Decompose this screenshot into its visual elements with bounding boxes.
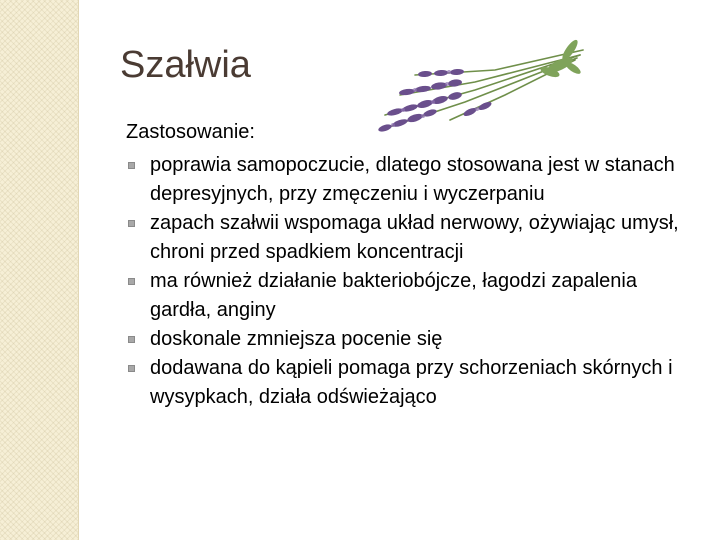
list-item-text: zapach szałwii wspomaga układ nerwowy, ożywiając umysł, chroni przed spadkiem koncentracji bbox=[150, 212, 679, 263]
list-item bbox=[126, 267, 696, 325]
list-item bbox=[126, 354, 696, 412]
square-bullet-icon bbox=[128, 365, 135, 372]
list-item-text: dodawana do kąpieli pomaga przy schorzeniach skórnych i wysypkach, działa odświeżająco bbox=[150, 357, 673, 408]
list-item bbox=[126, 209, 696, 267]
bullet-list bbox=[126, 151, 696, 412]
decorative-side-band bbox=[0, 0, 79, 540]
list-item-text: ma również działanie bakteriobójcze, łagodzi zapalenia gardła, anginy bbox=[150, 270, 637, 321]
slide-title: Szałwia bbox=[120, 44, 251, 86]
slide-content bbox=[126, 118, 696, 412]
square-bullet-icon bbox=[128, 220, 135, 227]
list-item-text: poprawia samopoczucie, dlatego stosowana jest w stanach depresyjnych, przy zmęczeniu i wyczerpaniu bbox=[150, 154, 675, 205]
square-bullet-icon bbox=[128, 278, 135, 285]
list-item bbox=[126, 325, 696, 354]
square-bullet-icon bbox=[128, 336, 135, 343]
list-item bbox=[126, 151, 696, 209]
section-heading: Zastosowanie: bbox=[126, 121, 255, 143]
list-item-text: doskonale zmniejsza pocenie się bbox=[150, 328, 443, 350]
square-bullet-icon bbox=[128, 162, 135, 169]
